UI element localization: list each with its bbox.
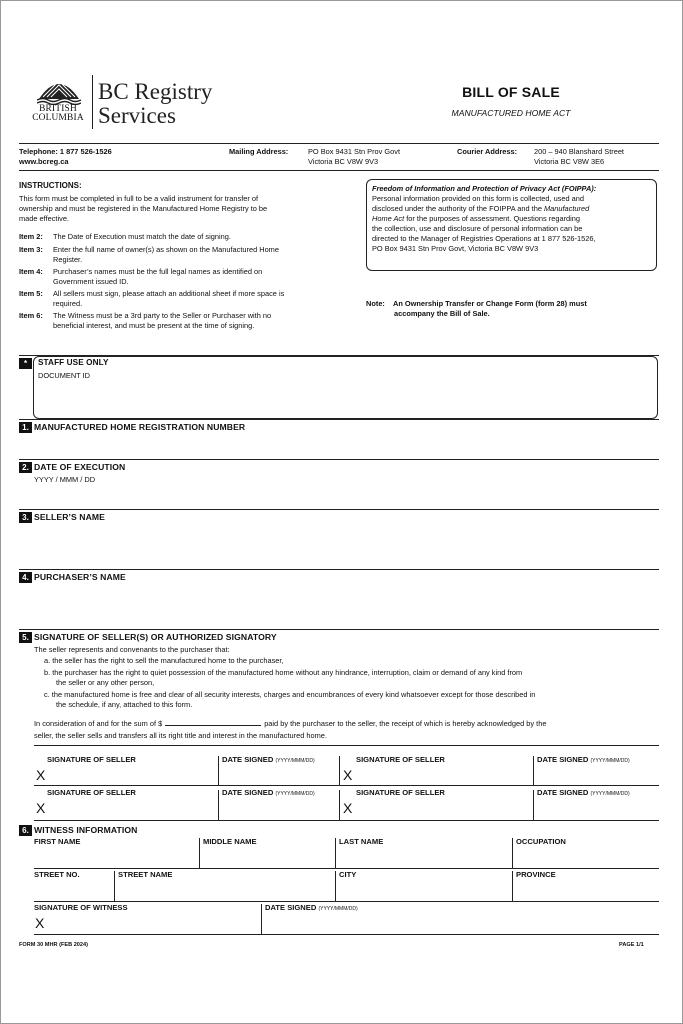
staff-marker: * — [19, 358, 32, 369]
witness-divider-3 — [512, 838, 513, 868]
section-3-rule — [19, 509, 659, 510]
section-4-rule — [19, 569, 659, 570]
section-2-rule — [19, 459, 659, 460]
sig-divider-6 — [533, 790, 534, 820]
witness-date-label: DATE SIGNED (YYYY/MMM/DD) — [265, 903, 358, 912]
section-1-title: MANUFACTURED HOME REGISTRATION NUMBER — [34, 422, 246, 432]
registration-number-field[interactable] — [34, 434, 659, 458]
witness-divider-5 — [335, 871, 336, 901]
instructions-intro: This form must be completed in full to be a valid instrument for transfer of ownership and must be registered in the Manufactured Home Registry to be made effective. — [19, 194, 268, 223]
city-label: CITY — [339, 870, 357, 879]
staff-use-box — [33, 356, 658, 419]
seller-signature-field-3[interactable]: X — [36, 800, 46, 816]
section-1-number: 1. — [19, 422, 32, 433]
consideration-line-2: seller, the seller sells and transfers all its right title and interest in the manufactured home. — [34, 731, 327, 740]
section-5-number: 5. — [19, 632, 32, 643]
instruction-item: Item 6: The Witness must be a 3rd party to the Seller or Purchaser with no beneficial interest, and must be present at the time of signing. — [19, 311, 272, 330]
sig-divider-5 — [339, 790, 340, 820]
contact-top-rule — [19, 143, 659, 144]
note-label: Note: — [366, 299, 385, 308]
seller-signature-label-4: SIGNATURE OF SELLER — [356, 788, 445, 797]
section-2-number: 2. — [19, 462, 32, 473]
instructions-heading: INSTRUCTIONS: — [19, 181, 82, 190]
middle-name-label: MIDDLE NAME — [203, 837, 257, 846]
sig-divider-2 — [339, 756, 340, 785]
date-signed-label-4: DATE SIGNED (YYYY/MMM/DD) — [537, 788, 630, 797]
seller-signature-label-3: SIGNATURE OF SELLER — [47, 788, 136, 797]
seller-signature-field-1[interactable]: X — [36, 767, 46, 783]
witness-signature-label: SIGNATURE OF WITNESS — [34, 903, 128, 912]
form-id: FORM 30 MHR (FEB 2024) — [19, 942, 89, 948]
section-1-rule — [19, 419, 659, 420]
registry-wordmark: BC Registry Services — [98, 79, 213, 128]
section-4-number: 4. — [19, 572, 32, 583]
witness-divider-2 — [335, 838, 336, 868]
sig-divider-3 — [533, 756, 534, 785]
instruction-item: Item 3: Enter the full name of owner(s) as shown on the Manufactured Home Register. — [19, 245, 279, 264]
street-name-label: STREET NAME — [118, 870, 173, 879]
occupation-label: OCCUPATION — [516, 837, 566, 846]
date-signed-label-3: DATE SIGNED (YYYY/MMM/DD) — [222, 788, 315, 797]
note-text: An Ownership Transfer or Change Form (form 28) must accompany the Bill of Sale. — [393, 299, 587, 318]
witness-row2-rule — [34, 901, 659, 902]
contact-bottom-rule — [19, 170, 659, 171]
foippa-box: Freedom of Information and Protection of Privacy Act (FOIPPA): Personal information provided on this form is collected, used and disclosed under the authority of the FOIPPA and the Manufactured Home Act for the purposes of assessment. Questions regarding the collection, use and disclosure of personal information can be directed to the Manager of Registries Operations at 1 877 526-1526, PO Box 9431 Stn Prov Govt, Victoria BC V8W 9V3 — [366, 179, 657, 271]
logo-divider — [92, 75, 93, 129]
witness-divider-7 — [261, 904, 262, 934]
witness-signature-field[interactable]: X — [35, 915, 45, 931]
mailing-line1: PO Box 9431 Stn Prov Govt — [308, 147, 401, 156]
province-label: PROVINCE — [516, 870, 556, 879]
courier-label: Courier Address: — [457, 147, 518, 156]
date-format-hint: YYYY / MMM / DD — [34, 475, 96, 484]
section-2-title: DATE OF EXECUTION — [34, 462, 126, 472]
seller-signature-label-1: SIGNATURE OF SELLER — [47, 755, 136, 764]
date-signed-label-2: DATE SIGNED (YYYY/MMM/DD) — [537, 755, 630, 764]
sig-divider-1 — [218, 756, 219, 785]
consideration-line: In consideration of and for the sum of $ paid by the purchaser to the seller, the receipt of which is hereby acknowledged by the — [34, 719, 547, 728]
sum-field[interactable] — [165, 718, 261, 726]
witness-divider-6 — [512, 871, 513, 901]
signature-grid-top — [34, 745, 659, 746]
bc-wordmark: BRITISH COLUMBIA — [32, 104, 84, 123]
page-number: PAGE 1/1 — [619, 942, 644, 948]
form-title: BILL OF SALE — [462, 84, 560, 100]
seller-signature-label-2: SIGNATURE OF SELLER — [356, 755, 445, 764]
section-5-rule — [19, 629, 659, 630]
witness-bottom-rule — [34, 934, 659, 935]
section-4-title: PURCHASER’S NAME — [34, 572, 126, 582]
telephone: Telephone: 1 877 526-1526 — [19, 147, 112, 156]
street-no-label: STREET NO. — [34, 870, 80, 879]
instruction-item: Item 4: Purchaser’s names must be the full legal names as identified on Government issued ID. — [19, 267, 263, 286]
section-3-title: SELLER’S NAME — [34, 512, 106, 522]
courier-line1: 200 – 940 Blanshard Street — [534, 147, 624, 156]
date-of-execution-field[interactable] — [34, 486, 659, 508]
instruction-item: Item 2: The Date of Execution must match the date of signing. — [19, 232, 231, 241]
first-name-label: FIRST NAME — [34, 837, 81, 846]
foippa-heading: Freedom of Information and Protection of Privacy Act (FOIPPA): — [372, 184, 597, 193]
section-6-title: WITNESS INFORMATION — [34, 825, 138, 835]
seller-name-field[interactable] — [34, 524, 659, 568]
document-id-label: DOCUMENT ID — [38, 371, 91, 380]
instruction-item: Item 5: All sellers must sign, please attach an additional sheet if more space is required. — [19, 289, 285, 308]
witness-row1-rule — [34, 868, 659, 869]
mailing-line2: Victoria BC V8W 9V3 — [308, 157, 379, 166]
section-6-number: 6. — [19, 825, 32, 836]
staff-heading: STAFF USE ONLY — [38, 358, 109, 367]
witness-divider-4 — [114, 871, 115, 901]
sig-divider-4 — [218, 790, 219, 820]
instructions-list — [19, 232, 354, 331]
last-name-label: LAST NAME — [339, 837, 384, 846]
seller-signature-field-2[interactable]: X — [343, 767, 353, 783]
courier-line2: Victoria BC V8W 3E6 — [534, 157, 605, 166]
signature-grid-mid — [34, 785, 659, 786]
purchaser-name-field[interactable] — [34, 584, 659, 628]
date-signed-label-1: DATE SIGNED (YYYY/MMM/DD) — [222, 755, 315, 764]
seller-terms: The seller represents and convenants to the purchaser that: a. the seller has the right to sell the manufactured home to the purchaser, b. the purchaser has the right to quiet possession of the manufactured home without any hindrance, interruption, claim or demand of any kind from the seller or any other person, c. the manufactured home is free and clear of all security interests, charges and encumbrances of every kind whatsoever except for those described in the schedule, if any, attached to this form. — [34, 645, 536, 709]
witness-divider-1 — [199, 838, 200, 868]
form-subtitle: MANUFACTURED HOME ACT — [451, 108, 571, 118]
signature-grid-bottom — [34, 820, 659, 821]
bc-logo — [23, 75, 93, 131]
bc-crest-icon — [37, 75, 81, 105]
seller-signature-field-4[interactable]: X — [343, 800, 353, 816]
section-5-title: SIGNATURE OF SELLER(S) OR AUTHORIZED SIGNATORY — [34, 632, 277, 642]
website: www.bcreg.ca — [19, 157, 69, 166]
mailing-label: Mailing Address: — [229, 147, 289, 156]
section-3-number: 3. — [19, 512, 32, 523]
